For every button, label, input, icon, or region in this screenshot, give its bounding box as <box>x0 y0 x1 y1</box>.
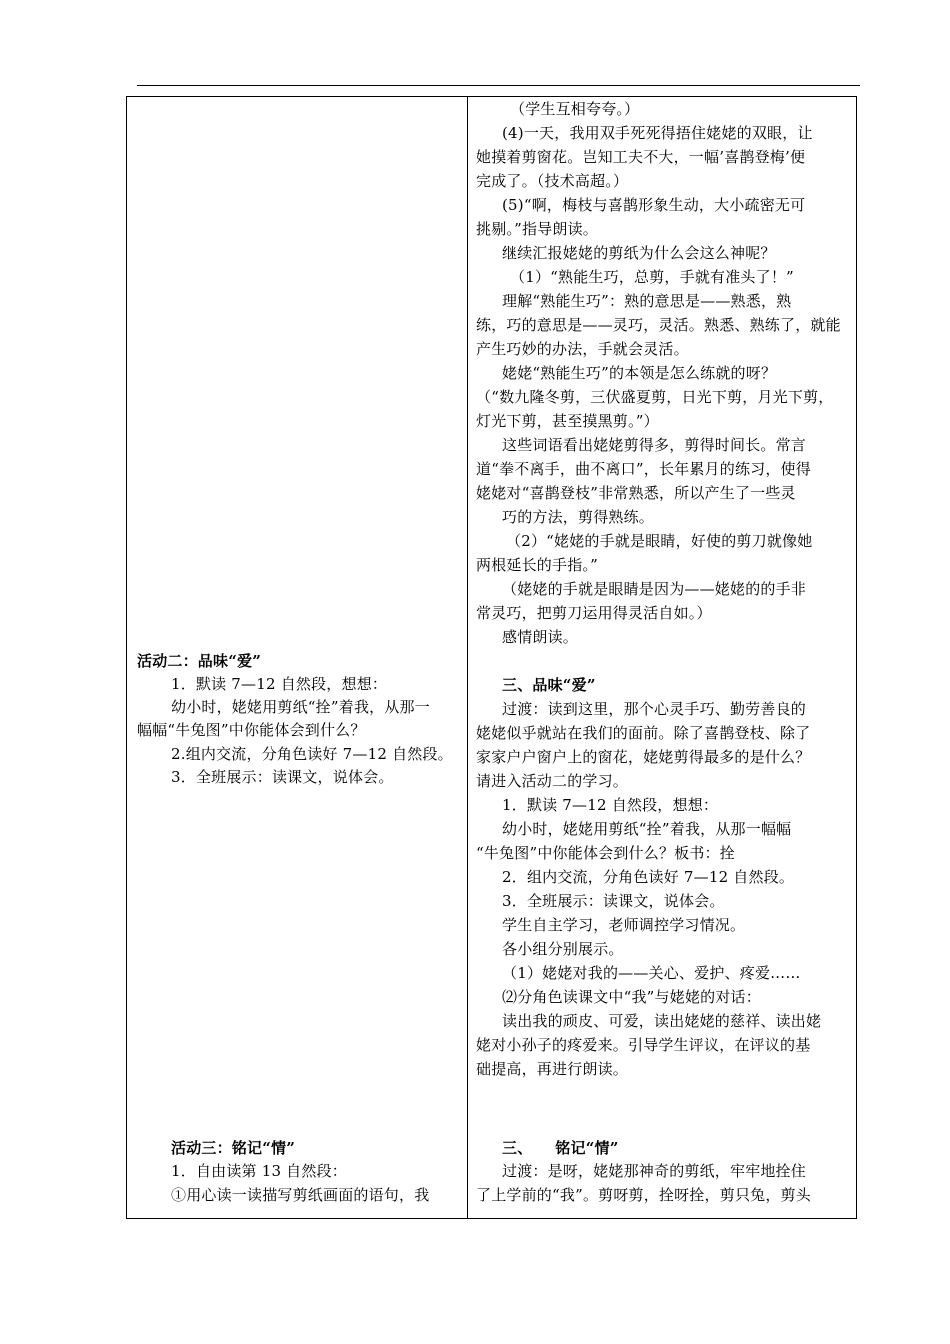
activity-three-heading: 活动三：铭记“情” <box>171 1139 296 1157</box>
right-line: （“数九隆冬剪，三伏盛夏剪，日光下剪，月光下剪， <box>476 388 834 406</box>
right-line: 础提高，再进行朗读。 <box>476 1060 629 1078</box>
left-line: 1．自由读第 13 自然段： <box>171 1162 347 1180</box>
right-line: 幼小时，姥姥用剪纸“拴”着我，从那一幅幅 <box>502 820 792 838</box>
right-line: 2．组内交流，分角色读好 7—12 自然段。 <box>502 868 795 886</box>
left-line: 2.组内交流，分角色读好 7—12 自然段。 <box>171 745 453 763</box>
right-line: 灯光下剪，甚至摸黑剪。”） <box>476 412 659 430</box>
right-line: 这些词语看出姥姥剪得多，剪得时间长。常言 <box>502 436 807 454</box>
lesson-plan-table <box>126 96 857 1219</box>
right-line: （2）“姥姥的手就是眼睛，好使的剪刀就像她 <box>506 532 813 550</box>
right-line: 姥对小孙子的疼爱来。引导学生评议，在评议的基 <box>476 1036 811 1054</box>
right-line: 理解“熟能生巧”：熟的意思是——熟悉，熟 <box>502 292 792 310</box>
right-line: 1．默读 7—12 自然段，想想： <box>502 796 719 814</box>
right-line: 感情朗读。 <box>502 628 579 646</box>
right-line: 道“拳不离手，曲不离口”，长年累月的练习，使得 <box>476 460 811 478</box>
right-line: 姥姥“熟能生巧”的本领是怎么练就的呀？ <box>502 364 777 382</box>
right-line: 姥姥对“喜鹊登枝”非常熟悉，所以产生了一些灵 <box>476 484 796 502</box>
right-line: 巧的方法，剪得熟练。 <box>502 508 655 526</box>
right-line: 过渡：是呀，姥姥那神奇的剪纸，牢牢地拴住 <box>502 1162 807 1180</box>
right-line: 她摸着剪窗花。岂知工夫不大，一幅’喜鹊登梅’便 <box>476 148 806 166</box>
right-line: (5)“啊，梅枝与喜鹊形象生动，大小疏密无可 <box>502 196 806 214</box>
right-line: 读出我的顽皮、可爱，读出姥姥的慈祥、读出姥 <box>502 1012 822 1030</box>
right-line: 请进入活动二的学习。 <box>476 772 629 790</box>
right-line: 各小组分别展示。 <box>502 940 624 958</box>
activity-two-heading: 活动二：品味“爱” <box>137 652 262 670</box>
right-line: （1）“熟能生巧，总剪，手就有准头了！” <box>510 268 794 286</box>
right-line: 姥姥似乎就站在我们的面前。除了喜鹊登枝、除了 <box>476 724 811 742</box>
right-line: （姥姥的手就是眼睛是因为——姥姥的的手非 <box>502 580 807 598</box>
right-column <box>468 97 858 1218</box>
section-remember-heading: 三、 铭记“情” <box>502 1139 619 1157</box>
right-line: 完成了。（技术高超。） <box>476 172 629 190</box>
left-line: ①用心读一读描写剪纸画面的语句，我 <box>171 1186 430 1204</box>
left-line: 幅幅“牛兔图”中你能体会到什么？ <box>137 721 366 739</box>
right-line: 挑剔。”指导朗读。 <box>476 220 598 238</box>
right-line: （学生互相夸夸。） <box>510 100 640 118</box>
right-line: （1）姥姥对我的——关心、爱护、疼爱…… <box>502 964 801 982</box>
right-line: 练，巧的意思是——灵巧，灵活。熟悉、熟练了，就能 <box>476 316 841 334</box>
right-line: 了上学前的“我”。剪呀剪，拴呀拴，剪只兔，剪头 <box>476 1186 811 1204</box>
header-rule <box>137 85 860 86</box>
right-line: 产生巧妙的办法，手就会灵活。 <box>476 340 689 358</box>
right-line: ⑵分角色读课文中“我”与姥姥的对话： <box>502 988 761 1006</box>
right-line: “牛兔图”中你能体会到什么？板书：拴 <box>476 844 735 862</box>
right-line: 常灵巧，把剪刀运用得灵活自如。） <box>476 604 712 622</box>
right-line: 家家户户窗户上的窗花，姥姥剪得最多的是什么？ <box>476 748 811 766</box>
section-love-heading: 三、品味“爱” <box>502 676 596 694</box>
left-line: 3．全班展示：读课文，说体会。 <box>171 768 394 786</box>
left-column <box>127 97 467 1218</box>
right-line: (4)一天，我用双手死死得捂住姥姥的双眼，让 <box>502 124 813 142</box>
left-line: 幼小时，姥姥用剪纸“拴”着我，从那一 <box>171 698 430 716</box>
left-line: 1．默读 7—12 自然段，想想： <box>171 675 388 693</box>
right-line: 3．全班展示：读课文，说体会。 <box>502 892 725 910</box>
right-line: 过渡：读到这里，那个心灵手巧、勤劳善良的 <box>502 700 807 718</box>
right-line: 学生自主学习，老师调控学习情况。 <box>502 916 746 934</box>
right-line: 继续汇报姥姥的剪纸为什么会这么神呢？ <box>502 244 776 262</box>
right-line: 两根延长的手指。” <box>476 556 598 574</box>
